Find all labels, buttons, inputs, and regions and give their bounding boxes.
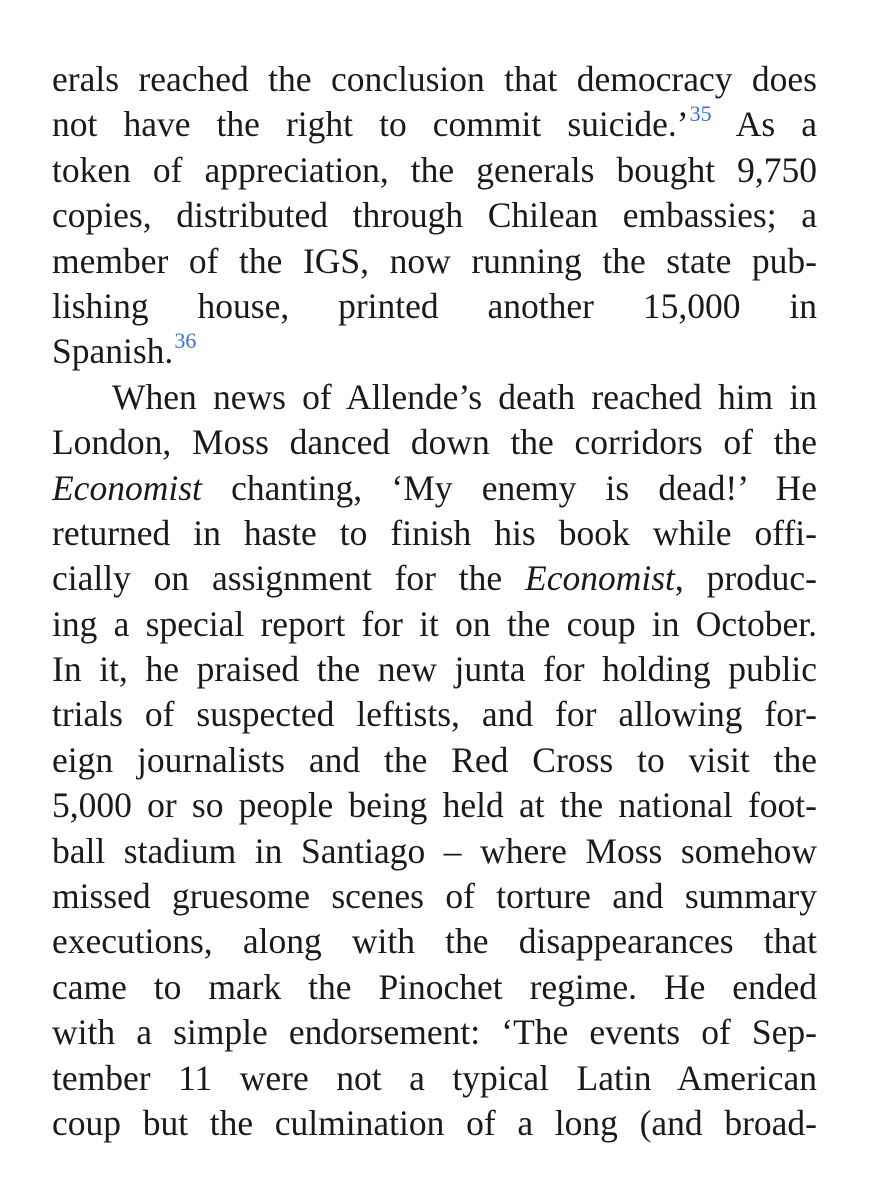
text-line [52,829,817,874]
text-line [52,1010,817,1055]
text-span: In it, he praised the new junta for holding public [52,649,817,690]
text-span: returned in haste to finish his book while offi- [52,512,817,553]
italic-publication-name: Economist [52,467,202,508]
text-span: executions, along with the disappearances that [52,921,817,962]
text-line [52,102,817,147]
text-line [52,57,817,102]
text-span: 5,000 or so people being held at the national foot- [52,785,817,826]
text-line [52,647,817,692]
text-span: came to mark the Pinochet regime. He ended [52,966,817,1007]
text-line [52,556,817,601]
text-span: missed gruesome scenes of torture and summary [52,876,817,917]
text-span: tember 11 were not a typical Latin American [52,1057,817,1098]
text-line [52,783,817,828]
text-span: eign journalists and the Red Cross to visit the [52,739,817,780]
text-span: Spanish. [52,331,174,372]
text-line [52,738,817,783]
text-span: chanting, ‘My enemy is dead!’ He [201,467,817,508]
text-span: member of the IGS, now running the state pub- [52,240,817,281]
text-span: erals reached the conclusion that democracy does [52,59,817,99]
text-line [52,466,817,511]
text-span: with a simple endorsement: ‘The events of Sep- [52,1012,817,1053]
text-span: ball stadium in Santiago – where Moss somehow [52,830,817,871]
text-line [52,874,817,919]
footnote-35-link[interactable]: 35 [689,101,712,127]
text-span: trials of suspected leftists, and for allowing for- [52,694,817,735]
text-line [52,602,817,647]
text-span: not have the right to commit suicide.’ [52,104,689,145]
text-line [52,692,817,737]
text-span: lishing house, printed another 15,000 in [52,285,817,326]
text-line [52,1101,817,1146]
text-line [52,1056,817,1101]
text-line [52,375,817,420]
text-line [52,148,817,193]
footnote-36-link[interactable]: 36 [174,328,197,354]
text-line [52,511,817,556]
text-span: cially on assignment for the [52,558,526,599]
text-line [52,329,817,374]
book-page-text [52,57,817,1146]
text-span: London, Moss danced down the corridors of the [52,422,817,463]
paragraph-2 [52,375,817,1147]
text-span: ing a special report for it on the coup in October. [52,603,817,644]
text-span: token of appreciation, the generals bought 9,750 [52,149,817,190]
text-span: copies, distributed through Chilean embassies; a [52,195,817,236]
text-line [52,919,817,964]
text-line [52,284,817,329]
text-line [52,420,817,465]
text-line [52,239,817,284]
text-span: coup but the culmination of a long (and broad- [52,1102,817,1143]
text-span: When news of Allende’s death reached him in [112,376,817,417]
italic-publication-name: Economist [525,558,675,599]
text-span: As a [711,104,817,145]
text-span: , produc- [674,558,817,599]
paragraph-1 [52,57,817,375]
text-line [52,193,817,238]
text-line [52,965,817,1010]
